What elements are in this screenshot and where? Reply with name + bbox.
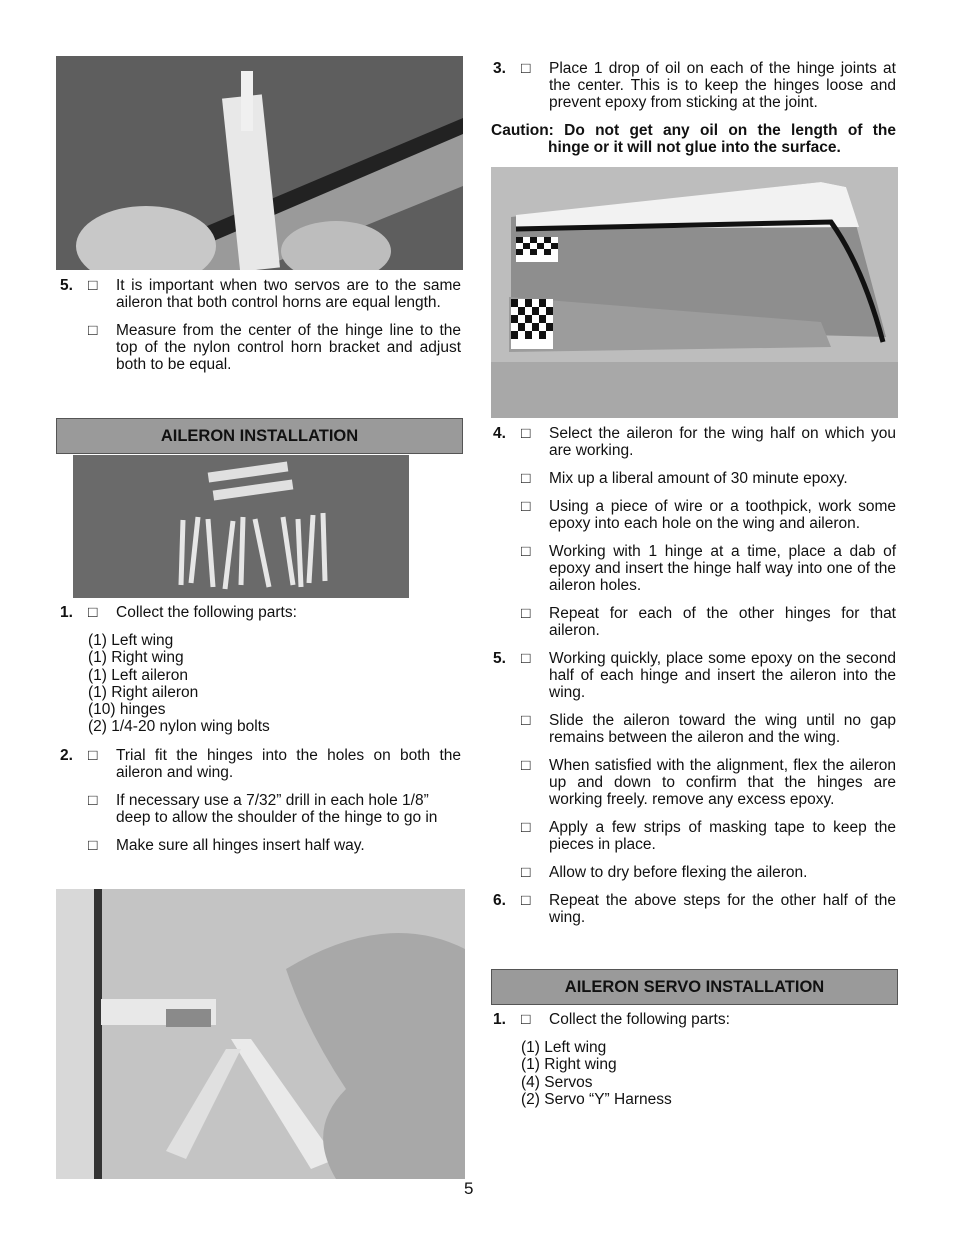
list-item: (10) hinges	[88, 701, 166, 719]
checkbox-icon[interactable]: □	[521, 819, 531, 836]
parts-list	[58, 632, 461, 736]
right-step-4-sub: □ Using a piece of wire or a toothpick, work some epoxy into each hole on the wing and aileron.	[521, 498, 896, 532]
list-item: (2) Servo “Y” Harness	[521, 1090, 672, 1108]
left-step-5: 5. □ It is important when two servos are to the same aileron that both control horns are equal length.	[60, 277, 461, 311]
checkbox-icon[interactable]: □	[88, 836, 98, 854]
photo-oiling-hinge	[56, 889, 465, 1179]
checkbox-icon[interactable]: □	[521, 498, 531, 515]
left-step-2-sub: □ If necessary use a 7/32” drill in each hole 1/8” deep to allow the shoulder of the hinge to go in	[88, 791, 438, 826]
checkbox-icon[interactable]: □	[521, 892, 531, 909]
servo-parts-list	[491, 1039, 896, 1108]
checkbox-icon[interactable]: □	[521, 712, 531, 729]
photo-wing-and-aileron	[491, 167, 898, 418]
checkbox-icon[interactable]: □	[521, 470, 531, 487]
list-item: (1) Left aileron	[88, 666, 188, 684]
photo-hinges-and-bolts	[73, 455, 409, 598]
checkbox-icon[interactable]: □	[521, 543, 531, 560]
checkbox-icon[interactable]: □	[521, 757, 531, 774]
checkbox-icon[interactable]: □	[521, 864, 531, 881]
right-step-5-sub: □ Allow to dry before flexing the aileron.	[521, 864, 808, 881]
checkbox-icon[interactable]: □	[521, 650, 531, 667]
right-step-5-sub: □ Apply a few strips of masking tape to keep the pieces in place.	[521, 819, 896, 853]
photo-measuring-control-horn	[56, 56, 463, 270]
checkbox-icon[interactable]: □	[521, 60, 531, 77]
page-number: 5	[464, 1179, 474, 1198]
checkbox-icon[interactable]: □	[88, 604, 98, 621]
right-step-6: 6. □ Repeat the above steps for the other half of the wing.	[493, 892, 896, 926]
caution-note: Caution: Do not get any oil on the length of the hinge or it will not glue into the surface.	[491, 122, 896, 156]
checkbox-icon[interactable]: □	[88, 746, 98, 764]
section-header-aileron-installation: AILERON INSTALLATION	[56, 418, 463, 454]
right-servo-step-1: 1. □ Collect the following parts:	[493, 1011, 730, 1028]
section-header-aileron-servo-installation: AILERON SERVO INSTALLATION	[491, 969, 898, 1005]
left-step-2-sub: □ Make sure all hinges insert half way.	[88, 836, 365, 854]
checkbox-icon[interactable]: □	[521, 605, 531, 622]
right-step-4-sub: □ Working with 1 hinge at a time, place a dab of epoxy and insert the hinge half way into one of the aileron holes.	[521, 543, 896, 594]
list-item: (1) Right wing	[88, 649, 184, 667]
right-step-3: 3. □ Place 1 drop of oil on each of the hinge joints at the center. This is to keep the hinges loose and prevent epoxy from sticking at the joint.	[493, 60, 896, 111]
right-step-5-sub: □ When satisfied with the alignment, flex the aileron up and down to confirm that the hinges are working freely. remove any excess epoxy.	[521, 757, 896, 808]
right-step-5-sub: □ Slide the aileron toward the wing until no gap remains between the aileron and the wing.	[521, 712, 896, 746]
left-step-5-sub: □ Measure from the center of the hinge line to the top of the nylon control horn bracket and adjust both to be equal.	[88, 322, 461, 373]
right-step-4-sub: □ Repeat for each of the other hinges for that aileron.	[521, 605, 896, 639]
checkbox-icon[interactable]: □	[521, 1011, 531, 1028]
checkbox-icon[interactable]: □	[88, 791, 98, 809]
checkbox-icon[interactable]: □	[88, 322, 98, 339]
list-item: (4) Servos	[521, 1073, 593, 1091]
checkbox-icon[interactable]: □	[521, 425, 531, 442]
list-item: (2) 1/4-20 nylon wing bolts	[88, 718, 270, 736]
list-item: (1) Right wing	[521, 1056, 617, 1074]
checkbox-icon[interactable]: □	[88, 277, 98, 294]
list-item: (1) Right aileron	[88, 683, 199, 701]
left-step-2: 2. □ Trial fit the hinges into the holes on both the aileron and wing.	[60, 746, 461, 781]
right-step-5: 5. □ Working quickly, place some epoxy on the second half of each hinge and insert the aileron into the wing.	[493, 650, 896, 701]
left-step-1: 1. □ Collect the following parts:	[60, 604, 297, 621]
right-step-4: 4. □ Select the aileron for the wing half on which you are working.	[493, 425, 896, 459]
list-item: (1) Left wing	[88, 632, 174, 649]
list-item: (1) Left wing	[521, 1039, 607, 1056]
right-step-4-sub: □ Mix up a liberal amount of 30 minute epoxy.	[521, 470, 848, 487]
